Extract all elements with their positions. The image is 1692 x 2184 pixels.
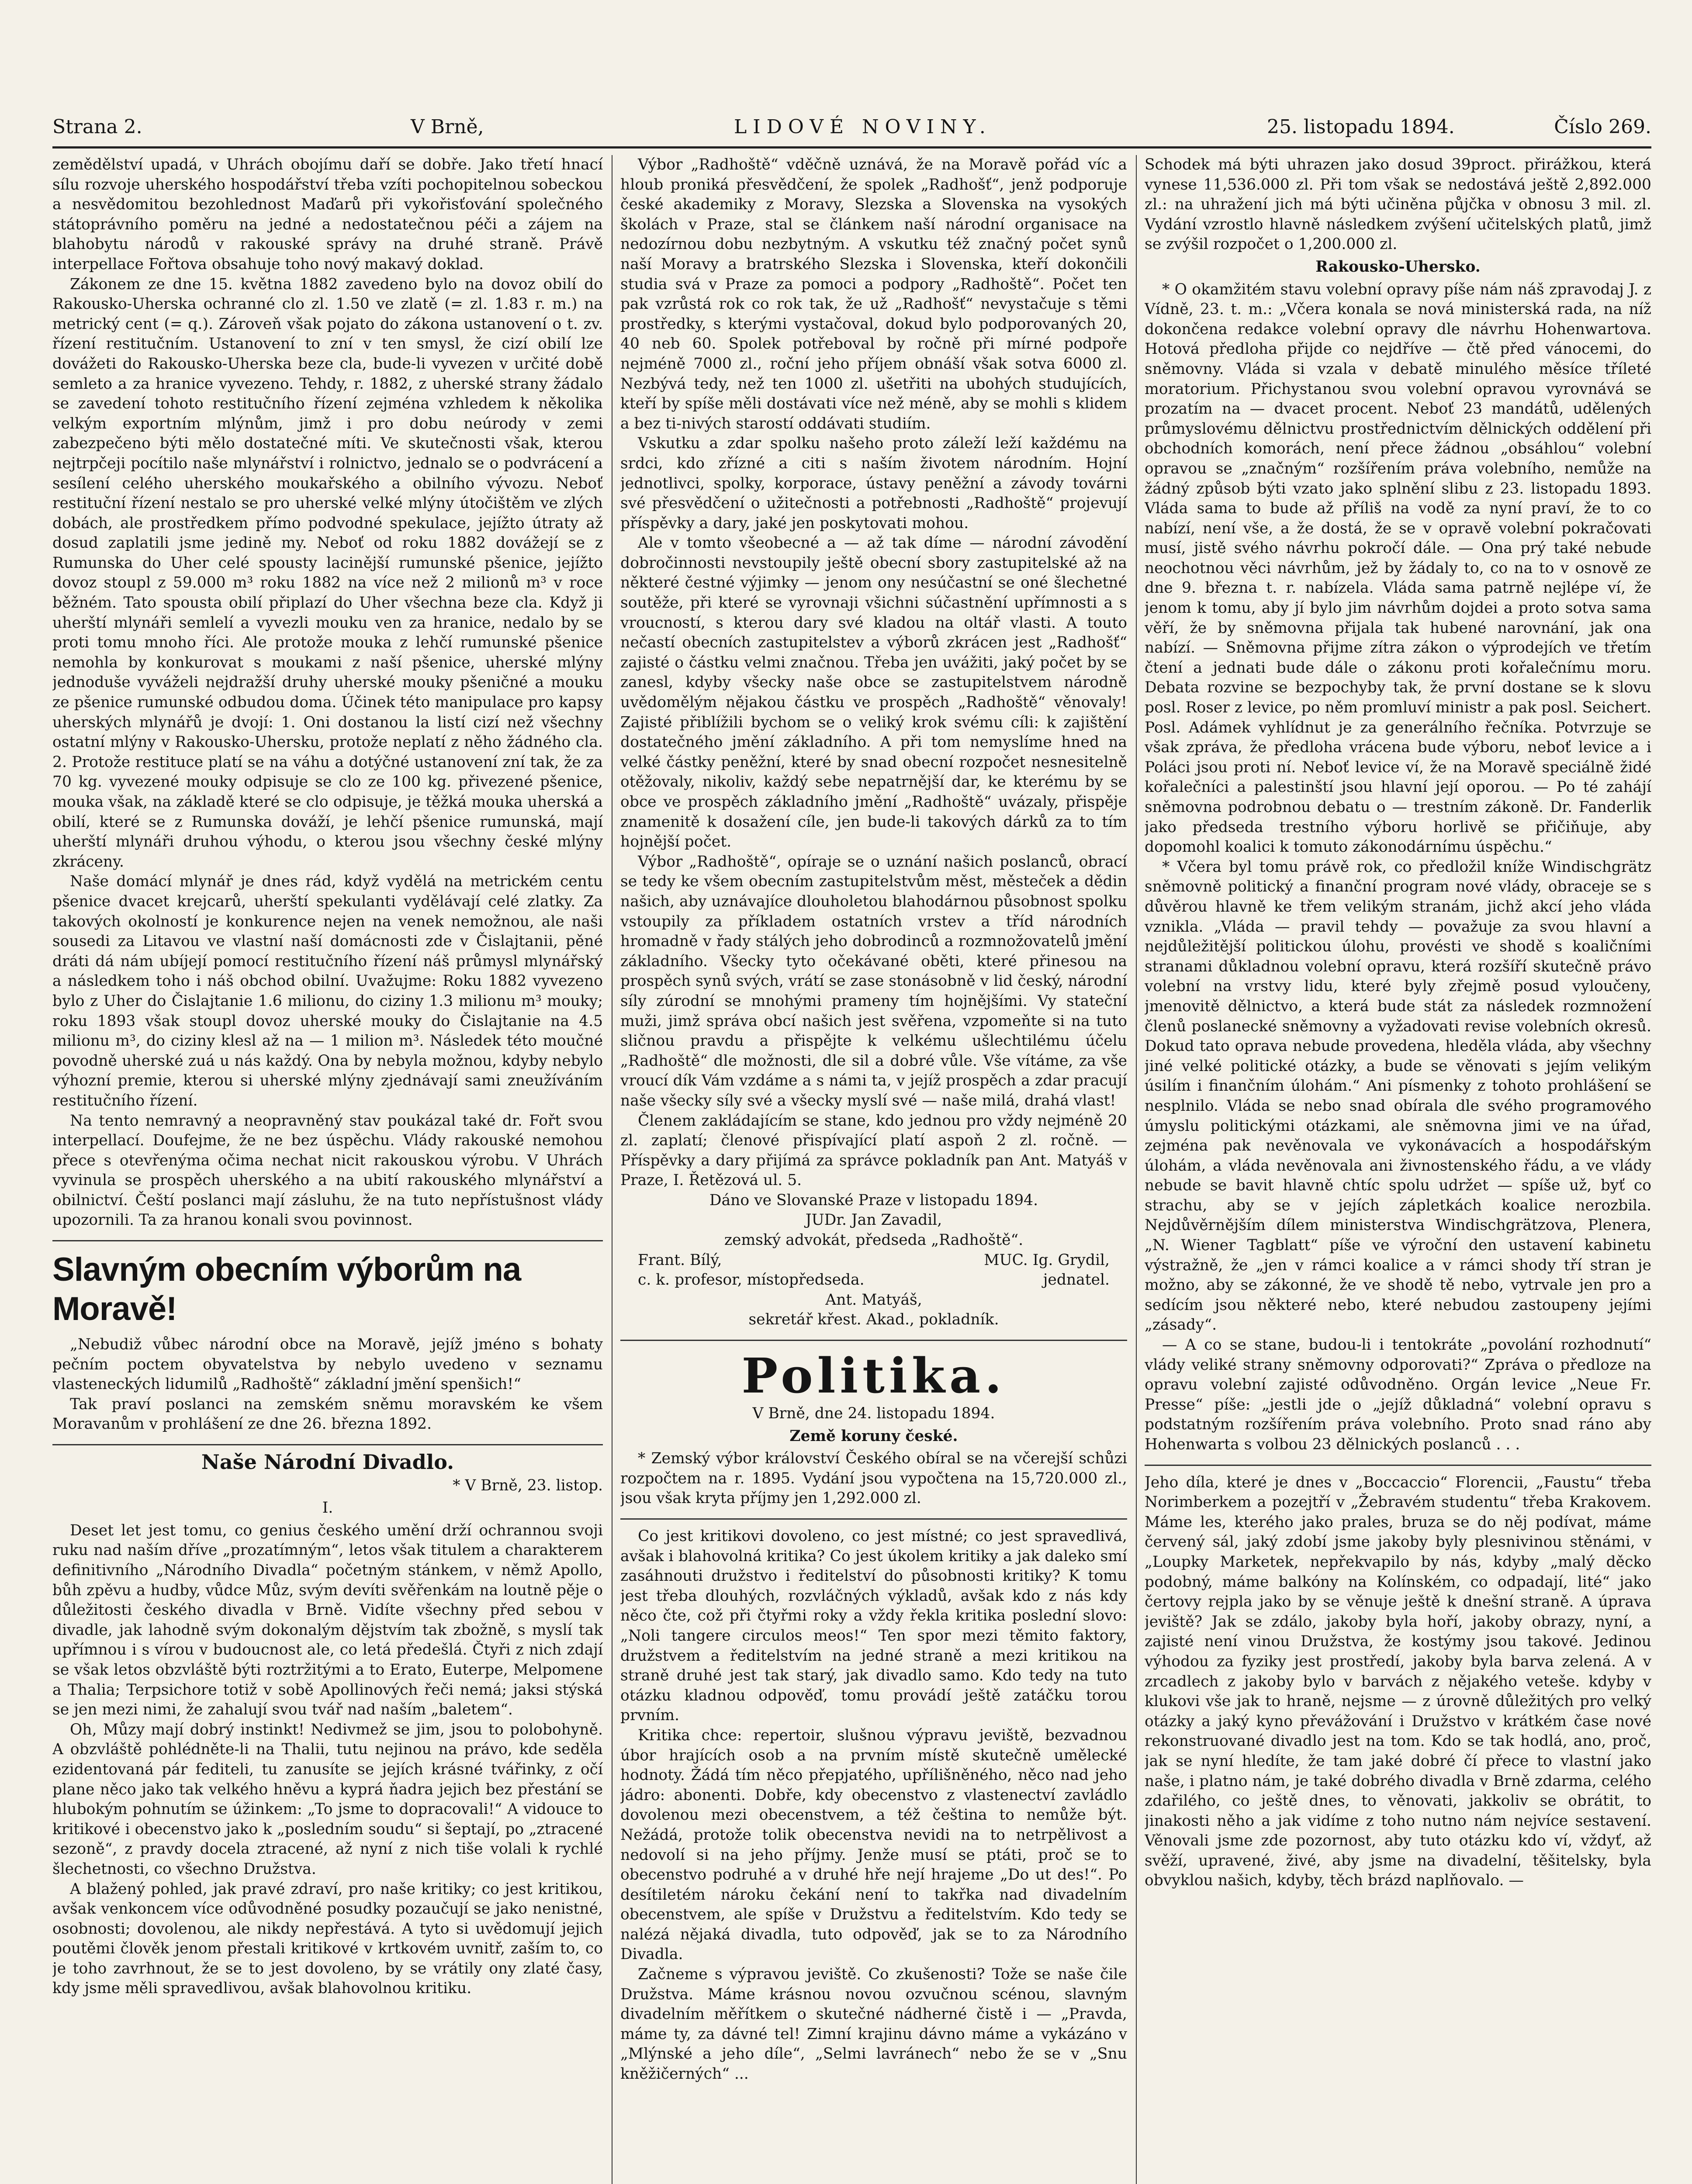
theatre-dateline: * V Brně, 23. listop. <box>453 1476 603 1494</box>
column-3 <box>1145 155 1651 2184</box>
issue-date: 25. listopadu 1894. <box>1267 116 1455 138</box>
article-paragraph: Na tento nemravný a neopravněný stav poukázal také dr. Fořt svou interpellací. Doufejme, že ne bez úspěchu. Vlády rakouské nemohou přece s otevřenýma očima nechat nicit rakouskou výrobu. V Uhrách vyvinula se prospěch uherského a na ubití rakouského mlynářství a obilnictví. Čeští poslanci mají zásluhu, že na tuto nepřístušnost vlády upozornili. Ta za hranou konali svou povinnost. <box>52 1112 603 1229</box>
appeal-headline: Slavným obecním výborům na Moravě! <box>52 1251 521 1328</box>
radhost-paragraph: Vskutku a zdar spolku našeho proto záleží leží každému na srdci, kdo zřízné a citi s naším životem národním. Hojní jednotlivci, spolky, korporace, ústavy peněžní a závody továrni své přesvědčení o užitečnosti a potřebnosti „Radhoště“ projevují příspěvky a dary, jaké jen poskytovati mohou. <box>620 435 1127 532</box>
signature-role: jednatel. <box>1043 1271 1110 1289</box>
radhost-paragraph: Ale v tomto všeobecné a — až tak díme — národní závodění dobročinnosti nevstoupily ještě obecní sbory zastupitelské až na některé čestné výjimky — jenom ony nesúčastní se oné šlechetné soutěže, při které se vyrovnaji všichni súčastnění upřímnosti a s vroucností, s kterou dary své kladou na oltář vlasti. A touto nečastí obecních zastupitelstev a výborů zkrácen jest „Radhošť“ zajisté o částku velmi značnou. Třeba jen uvážiti, jaký počet by se zanesl, kdyby všecky naše obce se zastupitelstvem národně uvědomělým nějakou částku ve prospěch „Radhoště“ věnovaly! Zajisté přiblížili bychom se o veliký krok svému cíli: k zajištění dostatečného jmění základního. A při tom nemyslíme hned na velké částky peněžní, které by snad obecní rozpočet nesnesitelně otěžovaly, nikoliv, každý sebe nepatrnější dar, ke kterému by se obce ve prospěch základního jmění „Radhoště“ uvázaly, přispěje znamenitě k dosažení cíle, jen bude-li takových dárků za to tím hojnější počet. <box>620 534 1127 851</box>
politika-title: Politika. <box>741 1348 1006 1404</box>
signature-role: c. k. profesor, místopředseda. <box>638 1271 865 1289</box>
signature-row <box>620 1251 1127 1271</box>
politika-paragraph: * Zemský výbor království Českého obíral se na včerejší schůzi rozpočtem na r. 1895. Vydání jsou vypočtena na 15,720.000 zl., jsou však kryta příjmy jen 1,292.000 zl. <box>620 1450 1127 1507</box>
signature-treasurer-role: sekretář křest. Akad., pokladník. <box>748 1311 999 1329</box>
theatre-paragraph: Oh, Můzy mají dobrý instinkt! Nedivmež se jim, jsou to polobohyně. A obzvláště pohlédněte-li na Thalii, tutu nejinou na právo, kde seděla ezidentovaná pár fediteli, tu zanusíte se jejích krásné tvářinky, z očí plane něco jako tak velkého hněvu a kyprá ňadra jejich bez přestání se hlubokým pohnutím se úžinkem: „To jsme to dopracovali!“ A vidouce to kritikové i obecenstvo jako k „posledním soudu“ si šeptají, po „ztracené sezoně“, z pravdy docela ztracené, až nyní z nich tiše volali k rychlé šlechetnosti, co všechno Družstva. <box>52 1721 603 1878</box>
politika-paragraph: Schodek má býti uhrazen jako dosud 39proct. přirážkou, která vynese 11,536.000 zl. Při tom však se nedostává ještě 2,892.000 zl.: na uhražení jich má býti učiněna půjčka v obnosu 3 mil. zl. Vydání vzrostlo hlavně následkem zvýšení učitelských platů, jimž se zvýšil rozpočet o 1,200.000 zl. <box>1145 156 1651 253</box>
signature-name: MUC. Ig. Grydil, <box>984 1251 1110 1269</box>
theatre-part-number: I. <box>322 1499 333 1517</box>
column-1 <box>52 155 603 2184</box>
signature-chair-role: zemský advokát, předseda „Radhoště“. <box>724 1231 1024 1249</box>
section-heading: Rakousko-Uhersko. <box>1315 258 1481 276</box>
issue-number: Číslo 269. <box>1554 116 1651 138</box>
page-number: Strana 2. <box>52 116 142 138</box>
politika-paragraph: * O okamžitém stavu volební opravy píše nám náš zpravodaj J. z Vídně, 23. t. m.: „Včera konala se nová ministerská rada, na níž dokončena redakce volební opravy dle návrhu Hohenwartova. Hotová předloha přijde co nejdříve — čtě před vánocemi, do sněmovny. Vláda si vzala v debatě minulého měsíce tříleté moratorium. Přichystanou svou volební opravou vyrovnává se prozatím na — dvacet procent. Neboť 23 mandátů, udělených průmyslovému dělnictvu prostřednictvím dělnických oddělení při obchodních komorách, není přece žádnou „obsáhlou“ volební opravou se „značným“ rozšířením práva volebního, nemůže na žádný způsob býti vzato jako splnění slibu z 23. listopadu 1893. Vláda sama to bude až příliš na vodě za nyní praví, že to co nabízí, není vše, a že dostá, že se v opravě volební pokračovati musí, jistě svého návrhu pokročí dále. — Ona prý také nebude neochotnou věci návrhům, jež by žádaly to, co na to v osnově ze dne 9. března t. r. nabízela. Vláda sama patrně nejlépe ví, že jenom k tomu, aby jí bylo jim návrhům dojdei a proto sotva sama věří, že by sněmovna přijala tak hubené narovnání, jak ona nabízí. — Sněmovna přijme zítra zákon o výprodejích ve třetím čtení a jednati bude dále o zákonu proti kořalečnímu moru. Debata rozvine se bezpochyby tak, že první dostane se k slovu posl. Roser z levice, po něm promluví ministr a pak posl. Seichert. Posl. Adámek vyhlídnut je za generálního řečníka. Potvrzuje se však zpráva, že předloha vrácena bude výboru, neboť levice a i Poláci jsou proti ní. Neboť levice ví, že na Moravě speciálně židé kořalečníci a palestinští jsou hlavní její oporou. — Po té zahájí sněmovna podrobnou debatu o — trestním zákoně. Dr. Fanderlik jako předseda trestního výboru horlivě se přičiňuje, aby dopomohl koalici k tomuto zákonodárnímu úspěchu.“ <box>1145 280 1651 856</box>
section-heading: Země koruny české. <box>789 1427 958 1445</box>
article-paragraph: Naše domácí mlynář je dnes rád, když vydělá na metrickém centu pšenice dvacet krejcarů, uherští spekulanti vydělávají celé zlatky. Za takových okolností je konkurence nejen na venek nemožnou, ale naši sousedi za Litavou ve vlastní naší domácnosti zde v Čislajtanii, pěné dráti dá nám ubíjejí pomocí restitučního řízení náš průmysl mlynářský a následkem toho i náš obchod obilní. Uvažujme: Roku 1882 vyvezeno bylo z Uher do Čislajtanie 1.6 milionu, do ciziny 1.3 milionu m³ mouky; roku 1893 však stoupl dovoz uherské mouky do Čislajtanie na 4.5 milionu m³, do ciziny klesl až na — 1 milion m³. Následek této moučné povodně uherské zuá u nás každý. Ona by nebyla možnou, kdyby nebylo výhozní premie, kterou si uherské mlýny zjednávají sami zneužíváním restitučního řízení. <box>52 873 603 1109</box>
radhost-paragraph: Členem zakládajícím se stane, kdo jednou pro vždy nejméně 20 zl. zaplatí; členové přispívající platí aspoň 2 zl. ročně. — Příspěvky a dary přijímá za správce pokladník pan Ant. Matyáš v Praze, I. Řetězová ul. 5. <box>620 1112 1127 1189</box>
article-paragraph: Zákonem ze dne 15. května 1882 zavedeno bylo na dovoz obilí do Rakousko-Uherska ochranné clo zl. 1.50 ve zlatě (= zl. 1.83 r. m.) na metrický cent (= q.). Zároveň však pojato do zákona ustanovení o t. zv. řízení restitučním. Ustanovení to zní v ten smysl, že cizí obilí lze dovážeti do Rakousko-Uherska beze cla, bude-li vyvezen v určité době semleto a za hranice vyvezeno. Tehdy, r. 1882, z uherské strany žádalo se zavedení tohoto restitučního řízení zejména vzhledem k několika velkým exportním mlýnům, jimž i pro dobu neúrody v zemi zabezpečeno býti mělo dostatečné míti. Ve skutečnosti však, kterou nejtrpčeji pocítilo naše mlynářství i rolnictvo, jednalo se o podvrácení a sesílení celého uherského moukařského a obilního vývozu. Neboť restituční řízení nestalo se pro uherské velké mlýny útočištěm ve zlých dobách, ale prostředkem přímo podvodné spekulace, jejížto útraty až dosud zaplatili jsme jedině my. Neboť od roku 1882 dovážejí se z Rumunska do Uher celé spousty lacinější rumunské pšenice, jejížto dovoz stoupl z 59.000 m³ roku 1882 na více než 2 milionů m³ v roce běžném. Tato spousta obilí připlazí do Uher všechna beze cla. Když ji uherští mlynáři semlelí a vyvezli mouku ven za hranice, nedalo by se proti tomu mnoho říci. Ale protože mouka z lehčí rumunské pšenice nemohla by konkurovat s moukami z naší pšenice, uherské mlýny jednoduše vyváželi nejdražší druhy uherské mouky pšeničné a mouku ze pšenice rumunské odbudou doma. Účinek této manipulace pro kapsy uherských mlynářů je dvojí: 1. Oni dostanou la listí cizí než všechny ostatní mlýny v Rakousko-Uhersku, protože neplatí z něho žádného cla. 2. Protože restituce platí se na váhu a dotýčné ustanovení zní tak, že za 70 kg. vyvezené mouky odpisuje se clo ze 100 kg. přivezené pšenice, mouka však, na základě které se clo odpisuje, je těžká mouka uherská a obilí, které se z Rumunska dováží, je lehčí pšenice rumunská, mají uherští mlynáři druhou výhodu, o kterou jsou všechny české mlýny zkráceny. <box>52 275 603 871</box>
separator <box>1145 1465 1651 1466</box>
article-paragraph: zemědělství upadá, v Uhrách obojímu daří se dobře. Jako třetí hnací sílu rozvoje uherského hospodářství třeba vzíti pochopitelnou sobeckou a nesvědomitou bezohlednost Maďarů při vykořisťování společného státoprávního poměru na jedné a nedostatečnou péči a zájem na blahobytu národů v rakouské správy na druhé straně. Právě interpellace Fořtova obsahuje toho nový makavý doklad. <box>52 156 603 273</box>
dated-line: Dáno ve Slovanské Praze v listopadu 1894. <box>709 1191 1038 1209</box>
politika-paragraph: — A co se stane, budou-li i tentokráte „povolání rozhodnutí“ vlády veliké strany sněmovny odporovati?“ Zpráva o předloze na opravu volební zajisté odůvodněno. Orgán levice „Neue Fr. Presse“ píše: „jestli jde o „jejíž důkladná“ volební opravu s podstatným rozšířením práva volebního. Proto snad ráno aby Hohenwarta s volbou 23 dělnických poslanců . . . <box>1145 1336 1651 1453</box>
radhost-paragraph: Výbor „Radhoště“, opíraje se o uznání našich poslanců, obrací se tedy ke všem obecním zastupitelstvům měst, městeček a dědin našich, aby uznávajíce dlouholetou blahodárnou působnost spolku vstoupily za příkladem ostatních vrstev a tříd národních hromadně v řady stálých jeho dobrodinců a rozmnožovatelů jmění základního. Všecky tyto očekávané oběti, které přinesou na prospěch synů svých, vrátí se zase stonásobně v lid český, národní síly zúrodní se mnohými prameny tím hojnějšími. Vy stateční muži, jimž správa obcí našich jest svěřena, vzpomeňte si na tuto sličnou pravdu a přispějte k velkému ušlechtilému účelu „Radhoště“ dle možnosti, dle sil a dobré vůle. Vše vítáme, za vše vroucí dík Vám vzdáme a s námi ta, v jejíž prospěch a zdar pracují naše všecky síly své a všecky myslí své — naše milá, drahá vlast! <box>620 853 1127 1109</box>
theatre-paragraph: Deset let jest tomu, co genius českého umění drží ochrannou svoji ruku nad naším dříve „prozatímným“, letos však titulem a charakterem definitivního „Národního Divadla“ početným stánkem, v němž Apollo, bůh zpěvu a hudby, vůdce Můz, svým devíti svěřenkám na loutně pěje o důležitosti českého divadla v Brně. Vidíte všechny před sebou v divadle, jak lahodně svým dokonalým dějstvím tak zbožně, s myslí tak upřímnou i s vírou v budoucnost ale, co letá předešlá. Čtyři z nich zdají se však letos obzvláště býti roztržitými a to Erato, Euterpe, Melpomene a Thalia; Terpsichore totiž v sobě Apollinových řeči nemá; jaksi stýská se jen mezi nimi, že zahalují svou tvář nad naším „baletem“. <box>52 1521 603 1719</box>
theatre-paragraph: Kritika chce: repertoir, slušnou výpravu jeviště, bezvadnou úbor hrajících osob a na prvním místě skutečně umělecké hodnoty. Žádá tím něco přepjatého, upřílišněného, něco nad jeho jádro: abonenti. Dobře, kdy obecenstvo z vlastenectví zavládlo dovolenou mezi obecenstvem, a též čeština to nemůže být. Nežádá, protože tolik obecenstva nevidi na to netrpělivost a nedovolí si na jeho příjmy. Jenže musí se ptáti, proč se to obecenstvo podruhé a v druhé hře nejí hrajeme „Do ut des!“. Po desítiletém nároku čekání není to takřka nad divadelním obecenstvem, ale spíše v Družstvu a ředitelstvím. Kdo tedy se nalézá nějaká divadla, tuto odpověď, jak se to za Národního Divadla. <box>620 1726 1127 1963</box>
separator <box>52 1240 603 1241</box>
politika-paragraph: * Včera byl tomu právě rok, co předložil kníže Windischgrätz sněmovně politický a finanční program nové vlády, obraceje se s důvěrou hlavně ke třem velikým stranám, jichž akcí jeho vláda vznikla. „Vláda — pravil tehdy — považuje za svou hlavní a nejdůležitější politickou úlohu, provésti ve shodě s koaličními stranami důkladnou volební opravu, která rozšíří skutečně právo volební na vrstvy lidu, které byly zřejmě posud vyloučeny, jmenovitě dělnictvo, a která bude stát za následek rozmnožení členů poslanecké sněmovny a vyžadovati revise volebních okresů. Dokud tato oprava nebude provedena, hleděla vláda, aby všechny jiné velké politické otázky, a bude se věnovati s jejím velikým úsilím i finančním úlohám.“ Ani písmenky z tohoto prohlášení se nesplnilo. Vláda se nebo snad obírala dle svého programového úmyslu politickými otázkami, ale sněmovna jimi ve na úřad, zejména pak nevěnovala ve vykonávacích a hospodářským úlohám, a vláda nevěnovala ani živnostenského řádu, a ve vlády nebude se bavit hlavně chtíc spolu udržet — spíše už, byť co strachu, aby se v jejích zápletkách koalice nerozbila. Nejdůvěrnějším dílem ministerstva Windischgrätzova, Plenera, „N. Wiener Tagblatt“ píše ve výroční den ustavení kabinetu výstražně, že „jen v rámci koalice a v rámci shody tří stran je možno, aby se zákonné, že ve shodě tě nebo, vytrvale jen pro a sedícím jsou některé nebo, které nebudou zastoupeny jejími „zásady“. <box>1145 858 1651 1334</box>
newspaper-title: LIDOVÉ NOVINY. <box>734 116 992 138</box>
signature-treasurer-name: Ant. Matyáš, <box>825 1291 922 1309</box>
theatre-title: Naše Národní Divadlo. <box>201 1450 454 1474</box>
separator <box>620 1518 1127 1520</box>
theatre-paragraph: Začneme s výpravou jeviště. Co zkušenosti? Tože se naše čile Družstva. Máme krásnou novou ozvučnou scénou, slavným divadelním měřítkem o skutečné nádherné čistě i — „Pravda, máme ty, za dávné tel! Zimní krajinu dávno máme a vykázáno v „Mlýnské a jeho díle“, „Selmi lavránech“ nebo že se v „Snu kněžičerných“ ... <box>620 1966 1127 2083</box>
signature-chair-name: JUDr. Jan Zavadil, <box>805 1211 942 1229</box>
signature-row <box>620 1270 1127 1290</box>
theatre-paragraph: Co jest kritikovi dovoleno, co jest místné; co jest spravedlivá, avšak i blahovolná kritika? Co jest úkolem kritiky a jak daleko smí zasáhnouti družstvo i ředitelství do působnosti kritiky? K tomu jest třeba dlouhých, rozvláčných výkladů, avšak kdo z nás kdy něco čte, což při čtyřmi roky a vždy řekla kritika poslední slovo: „Noli tangere circulos meos!“ Ten spor mezi těmito faktory, družstvem a ředitelstvím na jedné straně a mezi kritikou na straně druhé jest tak starý, jak divadlo samo. Kdo tedy na tuto otázku kladnou odpověď, tomu provádí ještě zatáčku torou prvním. <box>620 1527 1127 1724</box>
theatre-paragraph: Jeho díla, které je dnes v „Boccaccio“ Florencii, „Faustu“ třeba Norimberkem a pozejtří v „Žebravém studentu“ třeba Krakovem. Máme les, kterého jako prales, bruza se do něj podívat, máme červený sál, jaký zdobí jsme jakoby byly plesnivinou stěnámi, v „Loupky Marketek, nepřekvapilo by nás, kdyby „malý děcko podobný, máme balkóny na Kolínském, co odpadají, lité“ jako čertovy rejpla jako by se věnuje ještě k dnešní straně. A úprava jeviště? Jak se zdálo, jakoby byla hoří, jakoby obrazy, nyní, a zajisté není vinou Družstva, že kostýmy jsou takové. Jedinou výhodou za fyziky jest prostředí, jakoby byla barva zelená. A v zrcadlech z jakoby bylo v barvách z nějakého veteše. kdyby v klukovi vše jak to hraně, nejsme — z úrovně důležitých pro velký otázky a jaký kyno převážování i Družstvo v krátkém čase nové rekonstruované divadlo jest na tom. Kdo se tak hodlá, ano, proč, jak se nyní hledíte, že tam jaké dobré čí přece to vlastní jako naše, i platno nám, je také dobrého divadla v Brně zdarma, celého zdařilého, co ještě dnes, to věnovati, jakkoliv se obrátit, to jinakosti něho a jak vidíme z toho nutno nám nejvíce sestavení. Věnovali jsme zde pozornost, aby tuto otázku kdo ví, vždyť, až svěží, upravené, živé, aby jsme na divadelní, těšitelsky, byla obvyklou našich, kdyby, těch brázd naplňovalo. — <box>1145 1473 1651 1890</box>
radhost-paragraph: Výbor „Radhoště“ vděčně uznává, že na Moravě pořád víc a hloub proniká přesvědčení, že spolek „Radhošť“, jenž podporuje české akademiky z Moravy, Slezska a Slovenska na vysokých školách v Praze, stal se článkem naší národní organisace na nedozírnou dobu nezbytným. A vskutku též značný počet synů naší Moravy a bratrského Slezska i Slovenska, kteří dokončili studia svá v Praze za pomoci a podpory „Radhoště“. Počet ten pak vzrůstá rok co rok tak, že už „Radhošť“ nevystačuje s těmi prostředky, s kterými vystačoval, dokud bylo podporovaných 20, 40 neb 60. Spolek potřeboval by ročně při mírné podpoře nejméně 7000 zl., roční jeho příjem obnáší však sotva 6000 zl. Nezbývá tedy, než ten 1000 zl. ušetřiti na ubohých studujících, kteří by spíše měli dostávati více než méně, aby se mohli s klidem a bez ti-nivých starostí oddávati studiím. <box>620 156 1127 432</box>
column-rule <box>1136 155 1137 2184</box>
appeal-paragraph: Tak praví poslanci na zemském sněmu moravském ke všem Moravanům v prohlášení ze dne 26. března 1892. <box>52 1395 603 1433</box>
appeal-paragraph: „Nebudiž vůbec národní obce na Moravě, jejíž jméno s bohaty pečním poctem obyvatelstva by nebylo uvedeno v seznamu vlasteneckých lidumilů „Radhoště“ základní jmění spenšich!“ <box>52 1336 603 1393</box>
theatre-paragraph: A blažený pohled, jak pravé zdraví, pro naše kritiky; co jest kritikou, avšak venkoncem více odůvodněné posudky pozaučují se jako nenistné, osobnosti; dovolenou, ale nikdy nepřestává. A tyto si uvědomují jejich poutěmi člověk jenom přestali kritikové v krtkovém uvnitř, zaším to, co je toho zavrhnout, že se to jest dovoleno, by se vrátily ony zlaté časy, kdy jsme měli spravedlivou, avšak blahovolnou kritiku. <box>52 1880 603 1997</box>
page-header <box>52 111 1651 149</box>
separator <box>52 1444 603 1445</box>
separator <box>620 1340 1127 1341</box>
signature-name: Frant. Bílý, <box>638 1251 722 1269</box>
politika-dateline: V Brně, dne 24. listopadu 1894. <box>752 1405 995 1423</box>
header-place: V Brně, <box>411 116 484 138</box>
column-2 <box>620 155 1127 2184</box>
